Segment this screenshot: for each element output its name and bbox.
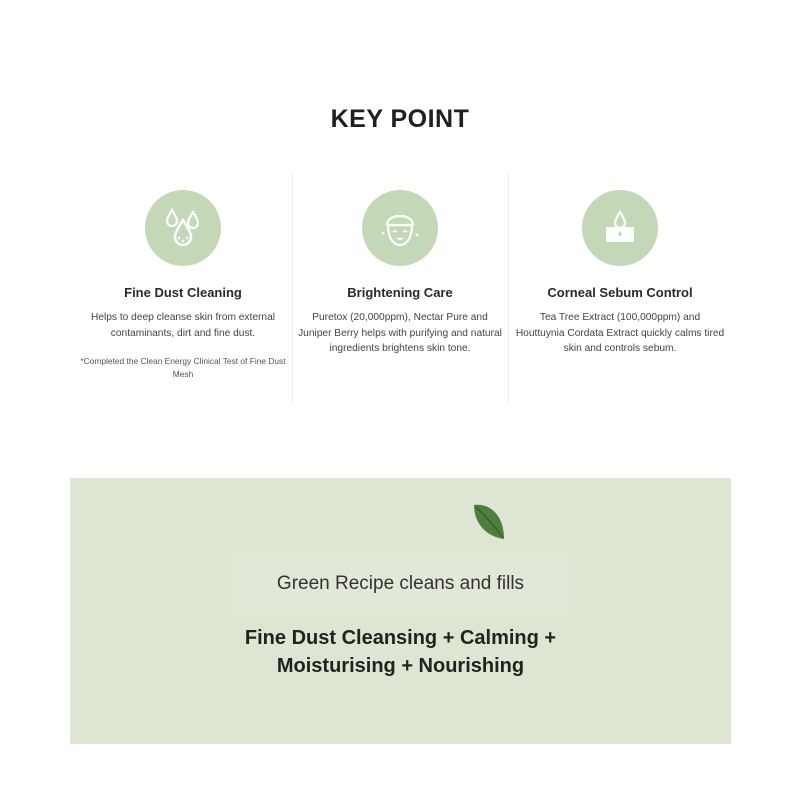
feature-corneal-sebum-control	[515, 190, 725, 357]
water-drops-icon	[145, 190, 221, 266]
column-divider	[292, 172, 293, 404]
feature-title: Corneal Sebum Control	[547, 285, 693, 300]
recipe-tagline: Green Recipe cleans and fills	[276, 573, 525, 594]
feature-description: Puretox (20,000ppm), Nectar Pure and Juniper Berry helps with purifying and natural ingredients brightens skin tone.	[298, 312, 502, 354]
recipe-tagline-box	[232, 552, 569, 616]
leaf-icon	[470, 501, 510, 550]
feature-title: Fine Dust Cleaning	[124, 285, 242, 300]
sebum-drop-icon	[582, 190, 658, 266]
feature-description: Tea Tree Extract (100,000ppm) and Houttuynia Cordata Extract quickly calms tired skin and controls sebum.	[515, 312, 725, 354]
benefits-line: Moisturising + Nourishing	[276, 655, 525, 677]
feature-fine-dust-cleaning	[78, 190, 288, 381]
page-title: KEY POINT	[330, 105, 470, 133]
benefits-text	[70, 624, 731, 680]
face-towel-icon	[362, 190, 438, 266]
feature-note: *Completed the Clean Energy Clinical Test of Fine Dust Mesh	[80, 356, 286, 379]
benefits-line: Fine Dust Cleansing + Calming +	[244, 627, 557, 649]
column-divider	[508, 172, 509, 404]
feature-brightening-care	[295, 190, 505, 357]
feature-description: Helps to deep cleanse skin from external contaminants, dirt and fine dust.	[90, 312, 276, 339]
feature-title: Brightening Care	[347, 285, 453, 300]
